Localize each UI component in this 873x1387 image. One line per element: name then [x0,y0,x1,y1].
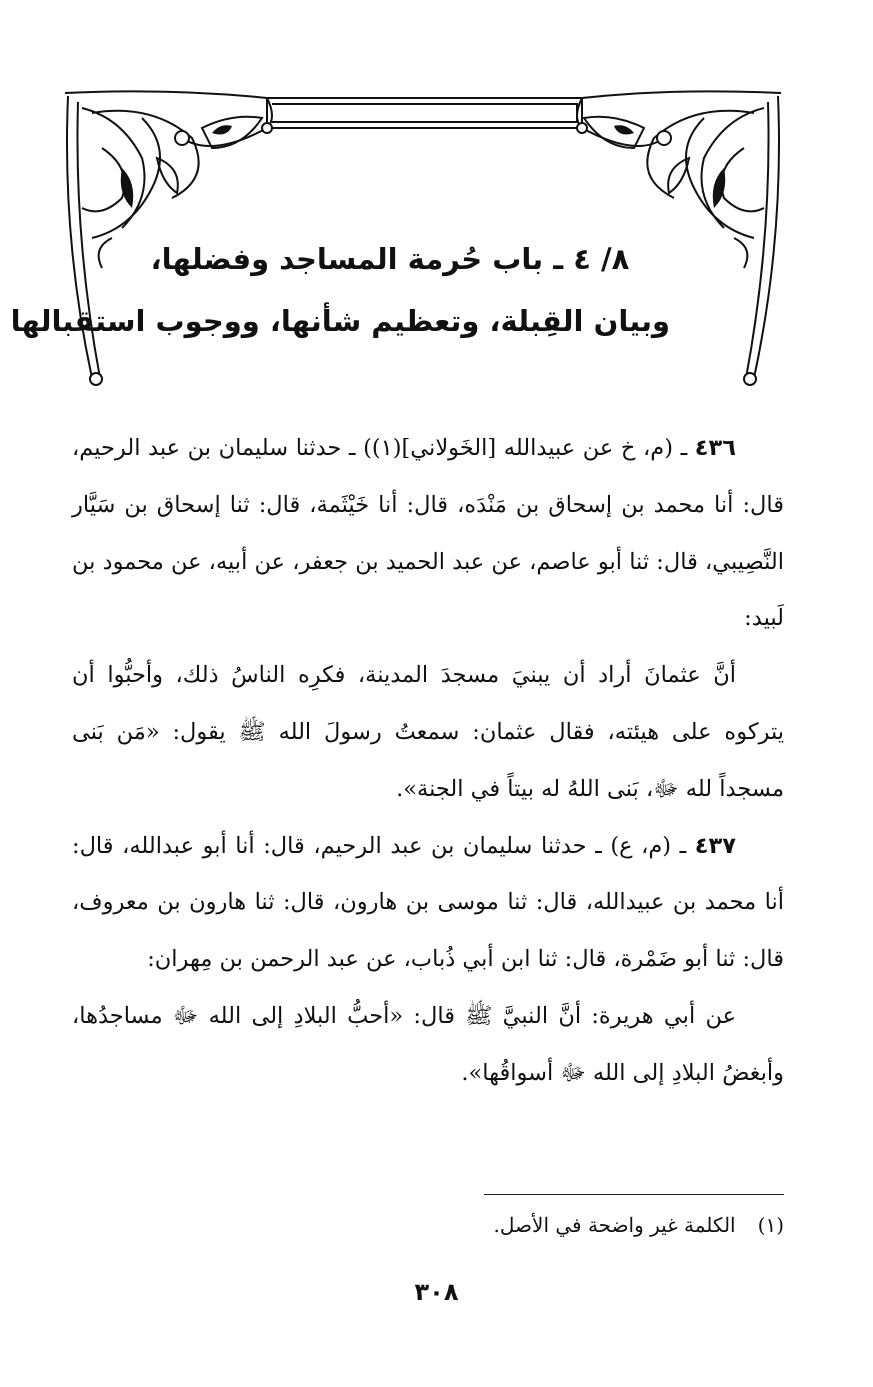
footnote-text: الكلمة غير واضحة في الأصل. [493,1213,736,1237]
hadith-number: ٤٣٧ [694,832,736,859]
hadith-436-isnad [72,420,784,647]
hadith-437-chain: ـ (م، ع) ـ حدثنا سليمان بن عبد الرحيم، قال: أنا أبو عبدالله، قال: أنا محمد بن عبيدالله، قال: ثنا موسى بن هارون، قال: ثنا هارون بن معروف، قال: ثنا أبو ضَمْرة، قال: ثنا ابن أبي ذُباب، عن عبد الرحمن بن مِهران: [72,832,784,973]
chapter-heading-line-2: وبيان القِبلة، وتعظيم شأنها، ووجوب استقبالها [10,304,670,338]
footnote-divider [484,1194,784,1195]
hadith-436-matn: أنَّ عثمانَ أراد أن يبنيَ مسجدَ المدينة، فكرِه الناسُ ذلك، وأحبُّوا أن يتركوه على هيئته، فقال عثمان: سمعتُ رسولَ الله ﷺ يقول: «مَن بَنى مسجداً لله ﷻ، بَنى اللهُ له بيتاً في الجنة». [72,662,784,802]
chapter-heading [10,228,670,352]
hadith-437-isnad [72,818,784,988]
hadith-437-matn: عن أبي هريرة: أنَّ النبيَّ ﷺ قال: «أحبُّ البلادِ إلى الله ﷻ مساجدُها، وأبغضُ البلادِ إلى الله ﷻ أسواقُها». [72,1002,784,1086]
chapter-heading-line-1: ٨/ ٤ ـ باب حُرمة المساجد وفضلها، [150,242,630,276]
main-text [72,420,784,1102]
hadith-number: ٤٣٦ [694,435,736,461]
footnote-marker: (١) [757,1213,784,1237]
hadith-436-chain: ـ (م، خ عن عبيدالله [الخَولاني](١)) ـ حدثنا سليمان بن عبد الرحيم، قال: أنا محمد بن إسحاق بن مَنْدَه، قال: أنا خَيْثَمة، قال: ثنا إسحاق بن سَيَّار النَّصِيبي، قال: ثنا أبو عاصم، عن عبد الحميد بن جعفر، عن أبيه، عن محمود بن لَبيد: [72,435,784,632]
footnote [72,1205,784,1245]
page-number: ٣٠٨ [414,1278,459,1306]
